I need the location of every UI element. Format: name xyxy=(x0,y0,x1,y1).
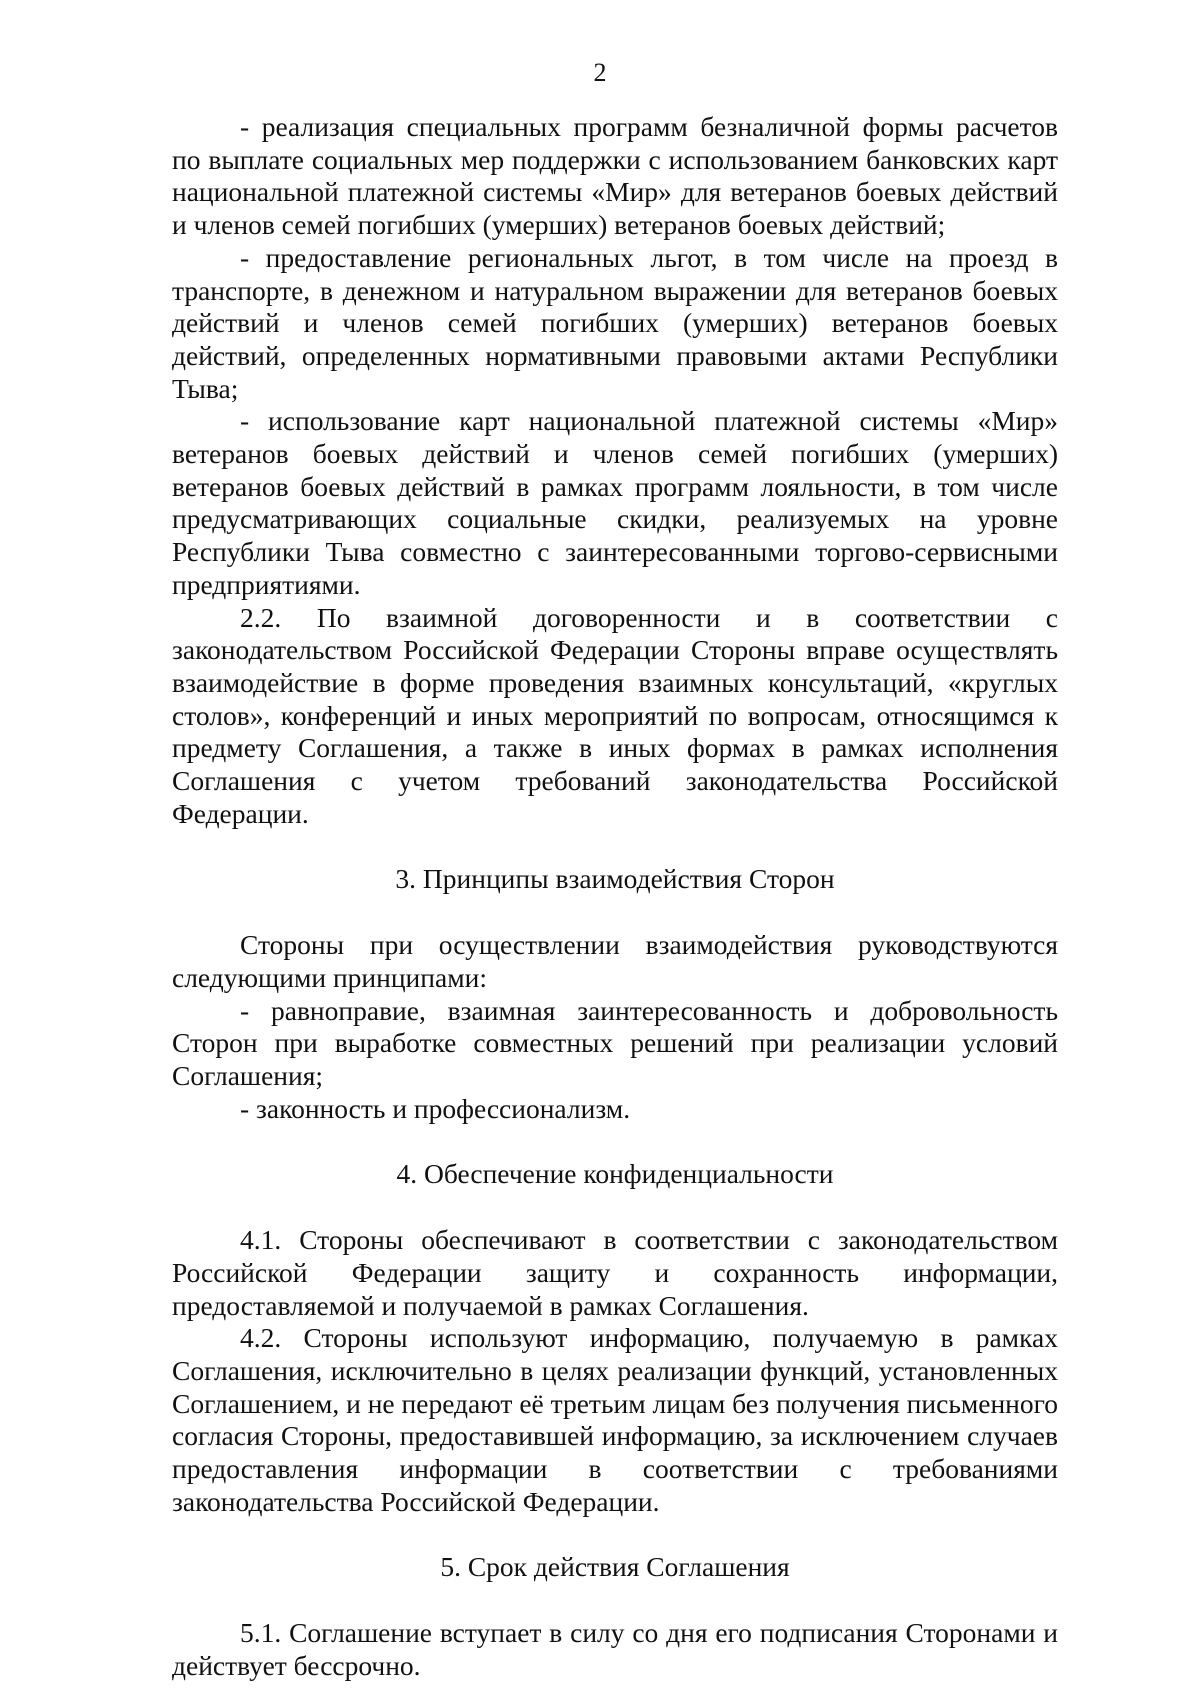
section-3-intro: Стороны при осуществлении взаимодействия руководствуются следующими принципами: xyxy=(172,929,1058,993)
clause-5-1: 5.1. Соглашение вступает в силу со дня его подписания Сторонами и действует бессрочно. xyxy=(172,1617,1058,1681)
list-item-loyalty-programs: - использование карт национальной платежной системы «Мир» ветеранов боевых действий и членов семей погибших (умерших) ветеранов боевых действий в рамках программ лояльности, в том числе предусматривающих социальные скидки, реализуемых на уровне Республики Тыва совместно с заинтересованными торгово-сервисными предприятиями. xyxy=(172,405,1058,600)
list-item-cashless-programs: - реализация специальных программ безналичной формы расчетов по выплате социальных мер поддержки с использованием банковских карт национальной платежной системы «Мир» для ветеранов боевых действий и членов семей погибших (умерших) ветеранов боевых действий; xyxy=(172,111,1058,241)
clause-2-2: 2.2. По взаимной договоренности и в соответствии с законодательством Российской Федерации Стороны вправе осуществлять взаимодействие в форме проведения взаимных консультаций, «круглых столов», конференций и иных мероприятий по вопросам, относящимся к предмету Соглашения, а также в иных формах в рамках исполнения Соглашения с учетом требований законодательства Российской Федерации. xyxy=(172,601,1058,829)
list-item-equality: - равноправие, взаимная заинтересованность и добровольность Сторон при выработке совместных решений при реализации условий Соглашения; xyxy=(172,994,1058,1091)
page-number: 2 xyxy=(593,58,607,87)
list-item-regional-benefits: - предоставление региональных льгот, в том числе на проезд в транспорте, в денежном и натуральном выражении для ветеранов боевых действий и членов семей погибших (умерших) ветеранов боевых действий, определенных нормативными правовыми актами Республики Тыва; xyxy=(172,241,1058,404)
clause-4-1: 4.1. Стороны обеспечивают в соответствии с законодательством Российской Федерации защиту и сохранность информации, предоставляемой и получаемой в рамках Соглашения. xyxy=(172,1224,1058,1321)
section-5-heading: 5. Срок действия Соглашения xyxy=(440,1551,790,1583)
clause-4-2: 4.2. Стороны используют информацию, получаемую в рамках Соглашения, исключительно в целях реализации функций, установленных Соглашением, и не передают её третьим лицам без получения письменного согласия Стороны, предоставившей информацию, за исключением случаев предоставления информации в соответствии с требованиями законодательства Российской Федерации. xyxy=(172,1322,1058,1517)
list-item-legality: - законность и профессионализм. xyxy=(240,1092,631,1124)
section-4-heading: 4. Обеспечение конфиденциальности xyxy=(396,1158,834,1190)
document-body xyxy=(172,111,1058,1683)
section-3-heading: 3. Принципы взаимодействия Сторон xyxy=(395,863,835,895)
